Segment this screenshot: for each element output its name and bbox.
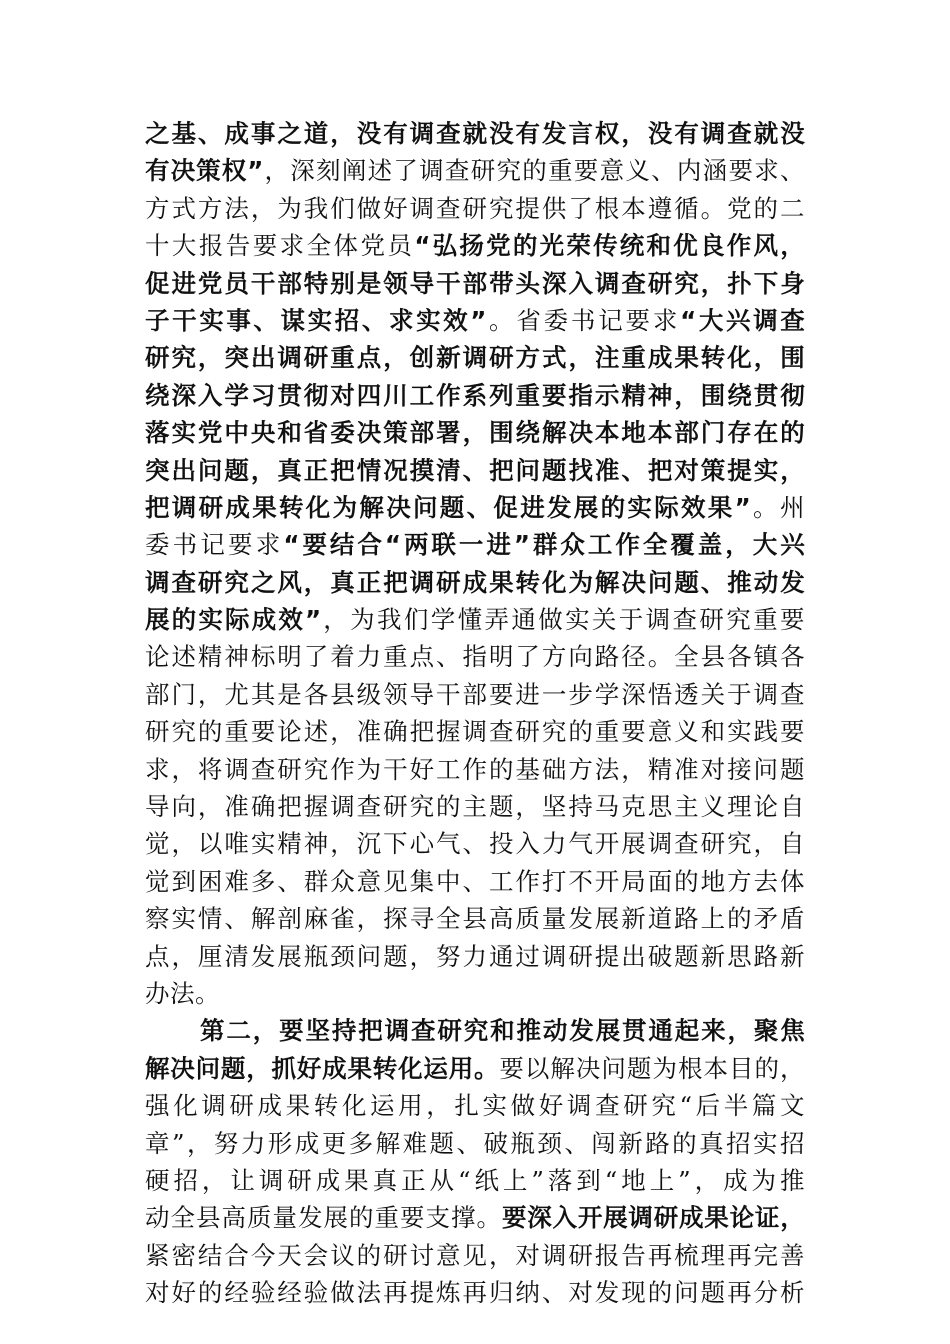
text-segment: 对好的经验经验做法再提炼再归纳、对发现的问题再分析	[145, 1278, 805, 1308]
text-line	[145, 227, 805, 264]
bold-text-segment: 研究，突出调研重点，创新调研方式，注重成果转化，围	[145, 343, 805, 373]
text-line	[145, 788, 805, 825]
bold-text-segment: 之基、成事之道，没有调查就没有发言权，没有调查就没	[145, 119, 805, 148]
bold-text-segment: 展的实际成效”	[145, 605, 322, 635]
text-segment: 点，厘清发展瓶颈问题，努力通过调研提出破题新思路新	[145, 941, 805, 971]
bold-text-segment: 要深入开展调研成果论证，	[501, 1203, 805, 1233]
text-segment: 部门，尤其是各县级领导干部要进一步学深悟透关于调查	[145, 679, 805, 709]
text-line	[145, 1274, 805, 1311]
text-segment: 论述精神标明了着力重点、指明了方向路径。全县各镇各	[145, 642, 805, 672]
text-segment: 强化调研成果转化运用，扎实做好调查研究“后半篇文	[145, 1091, 805, 1121]
text-segment: 紧密结合今天会议的研讨意见，对调研报告再梳理再完善	[145, 1240, 805, 1270]
text-line	[145, 1162, 805, 1199]
bold-text-segment: “弘扬党的光荣传统和优良作风，	[414, 231, 806, 261]
text-segment: ，为我们学懂弄通做实关于调查研究重要	[321, 605, 806, 635]
text-line	[145, 414, 805, 451]
text-line	[145, 489, 805, 526]
bold-text-segment: 第二，要坚持把调查研究和推动发展贯通起来，聚焦	[200, 1016, 805, 1046]
text-segment: ，深刻阐述了调查研究的重要意义、内涵要求、	[263, 156, 806, 186]
bold-text-segment: 子干实事、谋实招、求实效”	[145, 305, 487, 335]
bold-text-segment: 有决策权”	[145, 156, 264, 186]
text-segment: 觉到困难多、群众意见集中、工作打不开局面的地方去体	[145, 866, 805, 896]
text-line	[145, 564, 805, 601]
text-line	[145, 713, 805, 750]
text-segment: 硬招，让调研成果真正从“纸上”落到“地上”，成为推	[145, 1165, 805, 1195]
text-line	[145, 601, 805, 638]
text-segment: 办法。	[145, 978, 220, 1008]
text-line	[145, 676, 805, 713]
bold-text-segment: 解决问题，抓好成果转化运用。	[145, 1053, 500, 1083]
bold-text-segment: “要结合“两联一进”群众工作全覆盖，大兴	[283, 530, 805, 560]
text-segment: 要以解决问题为根本目的，	[499, 1053, 806, 1083]
text-segment: 觉，以唯实精神，沉下心气、投入力气开展调查研究，自	[145, 829, 805, 859]
text-line	[145, 1012, 805, 1049]
text-segment: 动全县高质量发展的重要支撑。	[145, 1203, 502, 1233]
bold-text-segment: 绕深入学习贯彻对四川工作系列重要指示精神，围绕贯彻	[145, 380, 805, 410]
text-line	[145, 377, 805, 414]
bold-text-segment: “大兴调查	[680, 305, 806, 335]
text-segment: 。省委书记要求	[486, 305, 681, 335]
text-segment: 研究的重要论述，准确把握调查研究的重要意义和实践要	[145, 717, 805, 747]
text-line	[145, 526, 805, 563]
bold-text-segment: 突出问题，真正把情况摸清、把问题找准、把对策提实，	[145, 455, 805, 485]
text-segment: 导向，准确把握调查研究的主题，坚持马克思主义理论自	[145, 792, 805, 822]
text-line	[145, 152, 805, 189]
bold-text-segment: 落实党中央和省委决策部署，围绕解决本地本部门存在的	[145, 418, 805, 448]
text-line	[145, 638, 805, 675]
text-segment: 章”，努力形成更多解难题、破瓶颈、闯新路的真招实招	[145, 1128, 805, 1158]
text-line	[145, 1237, 805, 1274]
text-segment: 方式方法，为我们做好调查研究提供了根本遵循。党的二	[145, 193, 805, 223]
text-line	[145, 900, 805, 937]
text-line	[145, 190, 805, 227]
text-line	[145, 975, 805, 1012]
text-line	[145, 1125, 805, 1162]
text-segment: 求，将调查研究作为干好工作的基础方法，精准对接问题	[145, 754, 805, 784]
text-segment: 。州	[751, 492, 805, 522]
text-line	[145, 265, 805, 302]
text-line	[145, 863, 805, 900]
text-segment: 委书记要求	[145, 530, 284, 560]
text-line	[145, 825, 805, 862]
text-line	[145, 1087, 805, 1124]
text-line	[145, 1199, 805, 1236]
bold-text-segment: 把调研成果转化为解决问题、促进发展的实际效果”	[145, 492, 751, 522]
text-line	[145, 339, 805, 376]
bold-text-segment: 调查研究之风，真正把调研成果转化为解决问题、推动发	[145, 567, 805, 597]
text-line	[145, 452, 805, 489]
text-line	[145, 302, 805, 339]
text-line	[145, 938, 805, 975]
document-page	[145, 115, 805, 1312]
text-segment: 十大报告要求全体党员	[145, 231, 415, 261]
text-line	[145, 751, 805, 788]
text-line	[145, 1050, 805, 1087]
text-segment: 察实情、解剖麻雀，探寻全县高质量发展新道路上的矛盾	[145, 904, 805, 934]
text-line	[145, 115, 805, 152]
bold-text-segment: 促进党员干部特别是领导干部带头深入调查研究，扑下身	[145, 268, 805, 298]
